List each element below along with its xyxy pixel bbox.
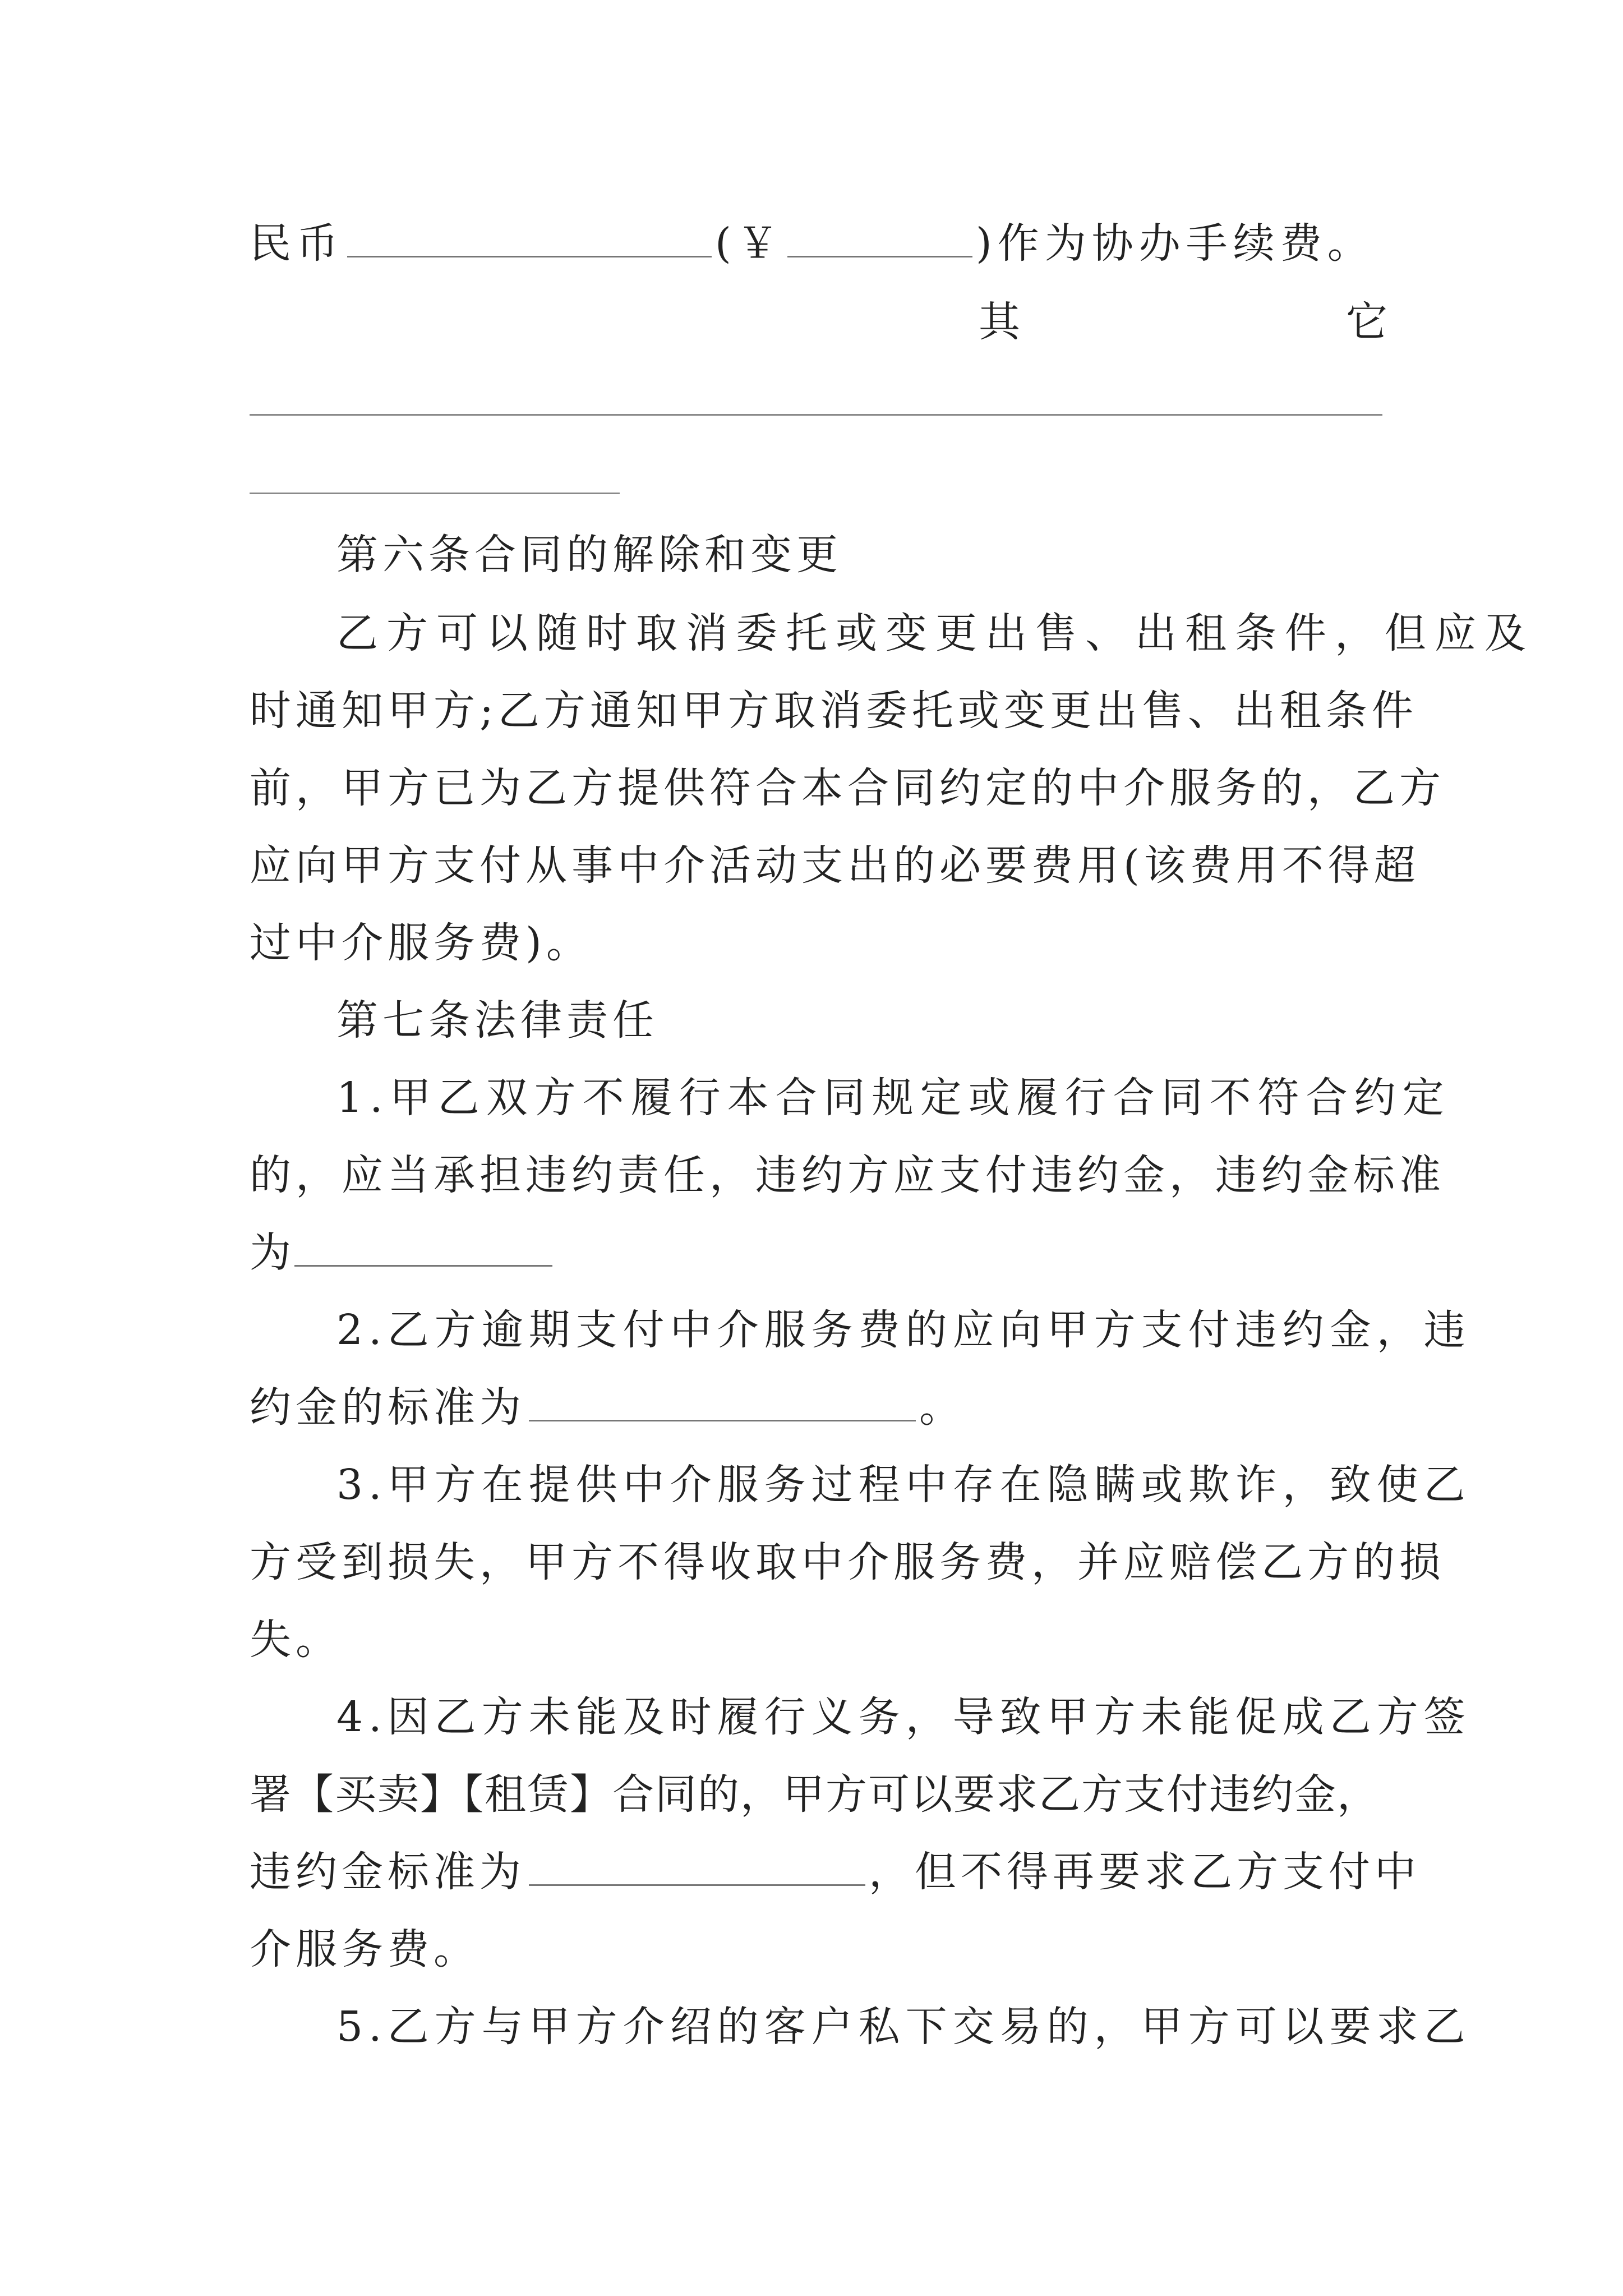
paragraph-line: 时通知甲方;乙方通知甲方取消委托或变更出售、出租条件 [250, 687, 1418, 735]
text-segment: ，但不得再要求乙方支付中 [869, 1848, 1421, 1896]
item-4-line: 署【买卖】【租赁】合同的，甲方可以要求乙方支付违约金， [250, 1770, 1380, 1819]
penalty-standard-blank-2 [529, 1847, 865, 1886]
item-3-line: 方受到损失，甲方不得收取中介服务费，并应赔偿乙方的损 [250, 1538, 1445, 1586]
paragraph-line: 应向甲方支付从事中介活动支出的必要费用(该费用不得超 [250, 841, 1420, 890]
item-1-line [250, 1214, 556, 1291]
paragraph-line: 过中介服务费)。 [250, 919, 592, 967]
other-blank-line-2 [250, 493, 620, 494]
item-4-line: 介服务费。 [250, 1925, 479, 1973]
other-label-right: 它 [1346, 298, 1387, 346]
paragraph-line: 前，甲方已为乙方提供符合本合同约定的中介服务的，乙方 [250, 764, 1445, 812]
penalty-standard-blank [294, 1227, 552, 1267]
fee-line [250, 205, 1375, 282]
text-segment: 为 [250, 1228, 291, 1277]
text-segment: 民币 [250, 219, 344, 268]
item-5-line: 5.乙方与甲方介绍的客户私下交易的，甲方可以要求乙 [336, 2003, 1471, 2051]
text-segment: (￥ [715, 219, 784, 268]
amount-blank [347, 218, 712, 257]
text-segment: 违约金标准为 [250, 1848, 525, 1896]
item-2-line [250, 1369, 965, 1446]
article-6-title: 第六条合同的解除和变更 [336, 531, 842, 579]
article-7-title: 第七条法律责任 [336, 996, 658, 1045]
item-2-line: 2.乙方逾期支付中介服务费的应向甲方支付违约金，违 [336, 1306, 1471, 1354]
other-blank-line-1 [250, 414, 1382, 416]
text-segment: 约金的标准为 [250, 1383, 525, 1432]
text-segment: )作为协办手续费。 [975, 219, 1375, 268]
late-penalty-blank [529, 1382, 916, 1421]
item-1-line: 1.甲乙双方不履行本合同规定或履行合同不符合约定 [336, 1074, 1451, 1122]
text-segment: 。 [919, 1383, 965, 1432]
item-3-line: 3.甲方在提供中介服务过程中存在隐瞒或欺诈，致使乙 [336, 1461, 1471, 1509]
item-1-line: 的，应当承担违约责任，违约方应支付违约金，违约金标准 [250, 1151, 1445, 1199]
paragraph-line: 乙方可以随时取消委托或变更出售、出租条件，但应及 [336, 609, 1534, 657]
other-label-left: 其 [979, 298, 1020, 346]
item-3-line: 失。 [250, 1616, 342, 1664]
amount-number-blank [787, 218, 972, 257]
item-4-line [250, 1833, 1421, 1911]
item-4-line: 4.因乙方未能及时履行义务，导致甲方未能促成乙方签 [336, 1693, 1471, 1741]
